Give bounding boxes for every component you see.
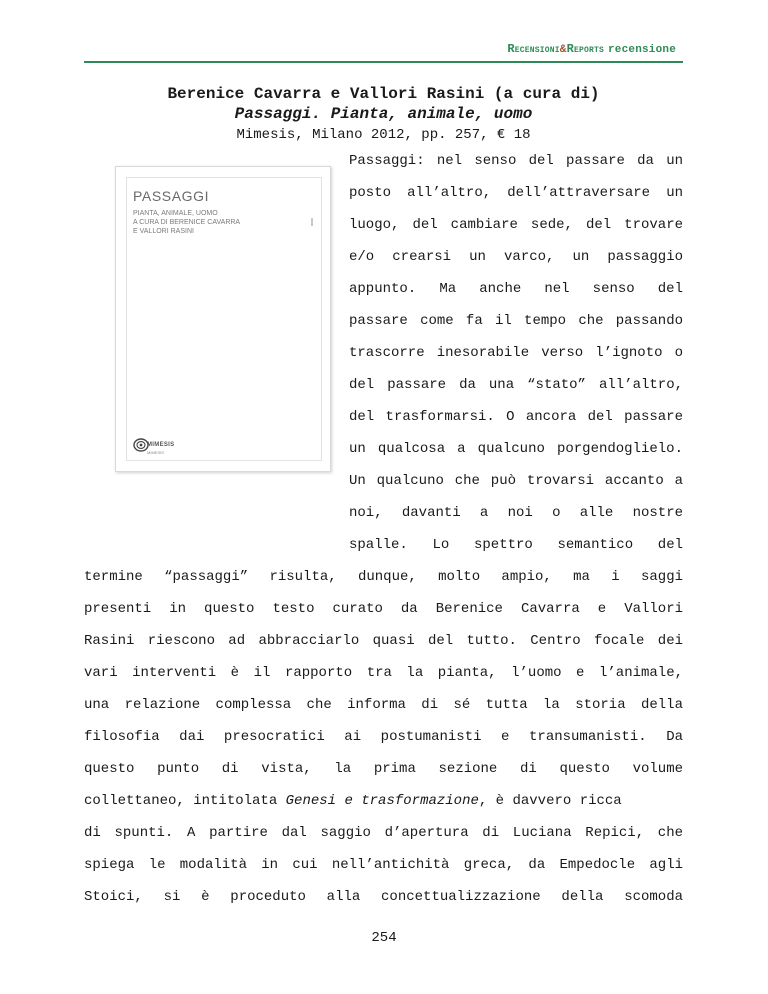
body-line: vari interventi è il rapporto tra la pianta, l’uomo e l’animale,	[84, 665, 683, 681]
body-line: termine “passaggi” risulta, dunque, molto ampio, ma i saggi	[84, 569, 683, 585]
body-line: Rasini riescono ad abbracciarlo quasi del tutto. Centro focale dei	[84, 633, 683, 649]
body-line: Stoici, si è proceduto alla concettualizzazione della scomoda	[84, 889, 683, 905]
series-name-part1: Recensioni	[507, 42, 560, 56]
body-line: passare come fa il tempo che passando	[349, 313, 683, 329]
text-run: , è davvero ricca	[478, 793, 622, 809]
cover-publisher: MIMESIS	[147, 442, 175, 448]
page-number: 254	[371, 930, 397, 946]
body-line: questo punto di vista, la prima sezione di questo volume	[84, 761, 683, 777]
body-line: presenti in questo testo curato da Berenice Cavarra e Vallori	[84, 601, 683, 617]
running-header	[507, 42, 676, 56]
book-title: Passaggi. Pianta, animale, uomo	[234, 105, 533, 123]
header-rule	[84, 61, 683, 63]
body-line: spalle. Lo spettro semantico del	[349, 537, 683, 553]
body-line: Passaggi: nel senso del passare da un	[349, 153, 683, 169]
cover-subtitle-line: A CURA DI BERENICE CAVARRA	[133, 219, 241, 226]
publication-info: Mimesis, Milano 2012, pp. 257, € 18	[236, 127, 531, 143]
body-line: appunto. Ma anche nel senso del	[349, 281, 683, 297]
cover-mark	[311, 218, 313, 226]
body-line: del trasformarsi. O ancora del passare	[349, 409, 683, 425]
body-line: posto all’altro, dell’attraversare un	[349, 185, 683, 201]
text-run: collettaneo, intitolata	[84, 793, 286, 809]
series-ampersand: &	[559, 44, 567, 56]
text-run-italic: Genesi e trasformazione	[285, 793, 479, 809]
cover-subtitle-line: E VALLORI RASINI	[133, 228, 194, 235]
body-line: di spunti. A partire dal saggio d’apertura di Luciana Repici, che	[84, 825, 683, 841]
series-name-part2: Reports	[566, 42, 604, 56]
body-line: Un qualcuno che può trovarsi accanto a	[349, 473, 683, 489]
body-line: una relazione complessa che informa di sé tutta la storia della	[84, 697, 683, 713]
cover-title: PASSAGGI	[133, 188, 210, 204]
body-line: noi, davanti a noi o alle nostre	[349, 505, 683, 521]
section-label: recensione	[607, 44, 676, 56]
body-line	[84, 793, 683, 809]
cover-subtitle-line: PIANTA, ANIMALE, UOMO	[133, 210, 218, 217]
body-line: luogo, del cambiare sede, del trovare	[349, 217, 683, 233]
title-block	[84, 84, 683, 145]
body-line: trascorre inesorabile verso l’ignoto o	[349, 345, 683, 361]
body-line: del passare da una “stato” all’altro,	[349, 377, 683, 393]
body-line: e/o crearsi un varco, un passaggio	[349, 249, 683, 265]
authors-line: Berenice Cavarra e Vallori Rasini (a cura di)	[167, 85, 600, 103]
body-line: filosofia dai presocratici ai postumanisti e transumanisti. Da	[84, 729, 683, 745]
body-line: spiega le modalità in cui nell’antichità greca, da Empedocle agli	[84, 857, 683, 873]
cover-frame	[126, 177, 322, 461]
book-cover	[115, 166, 331, 472]
cover-collection: MIMESIS	[147, 450, 164, 455]
body-line: un qualcosa a qualcuno porgendoglielo.	[349, 441, 683, 457]
